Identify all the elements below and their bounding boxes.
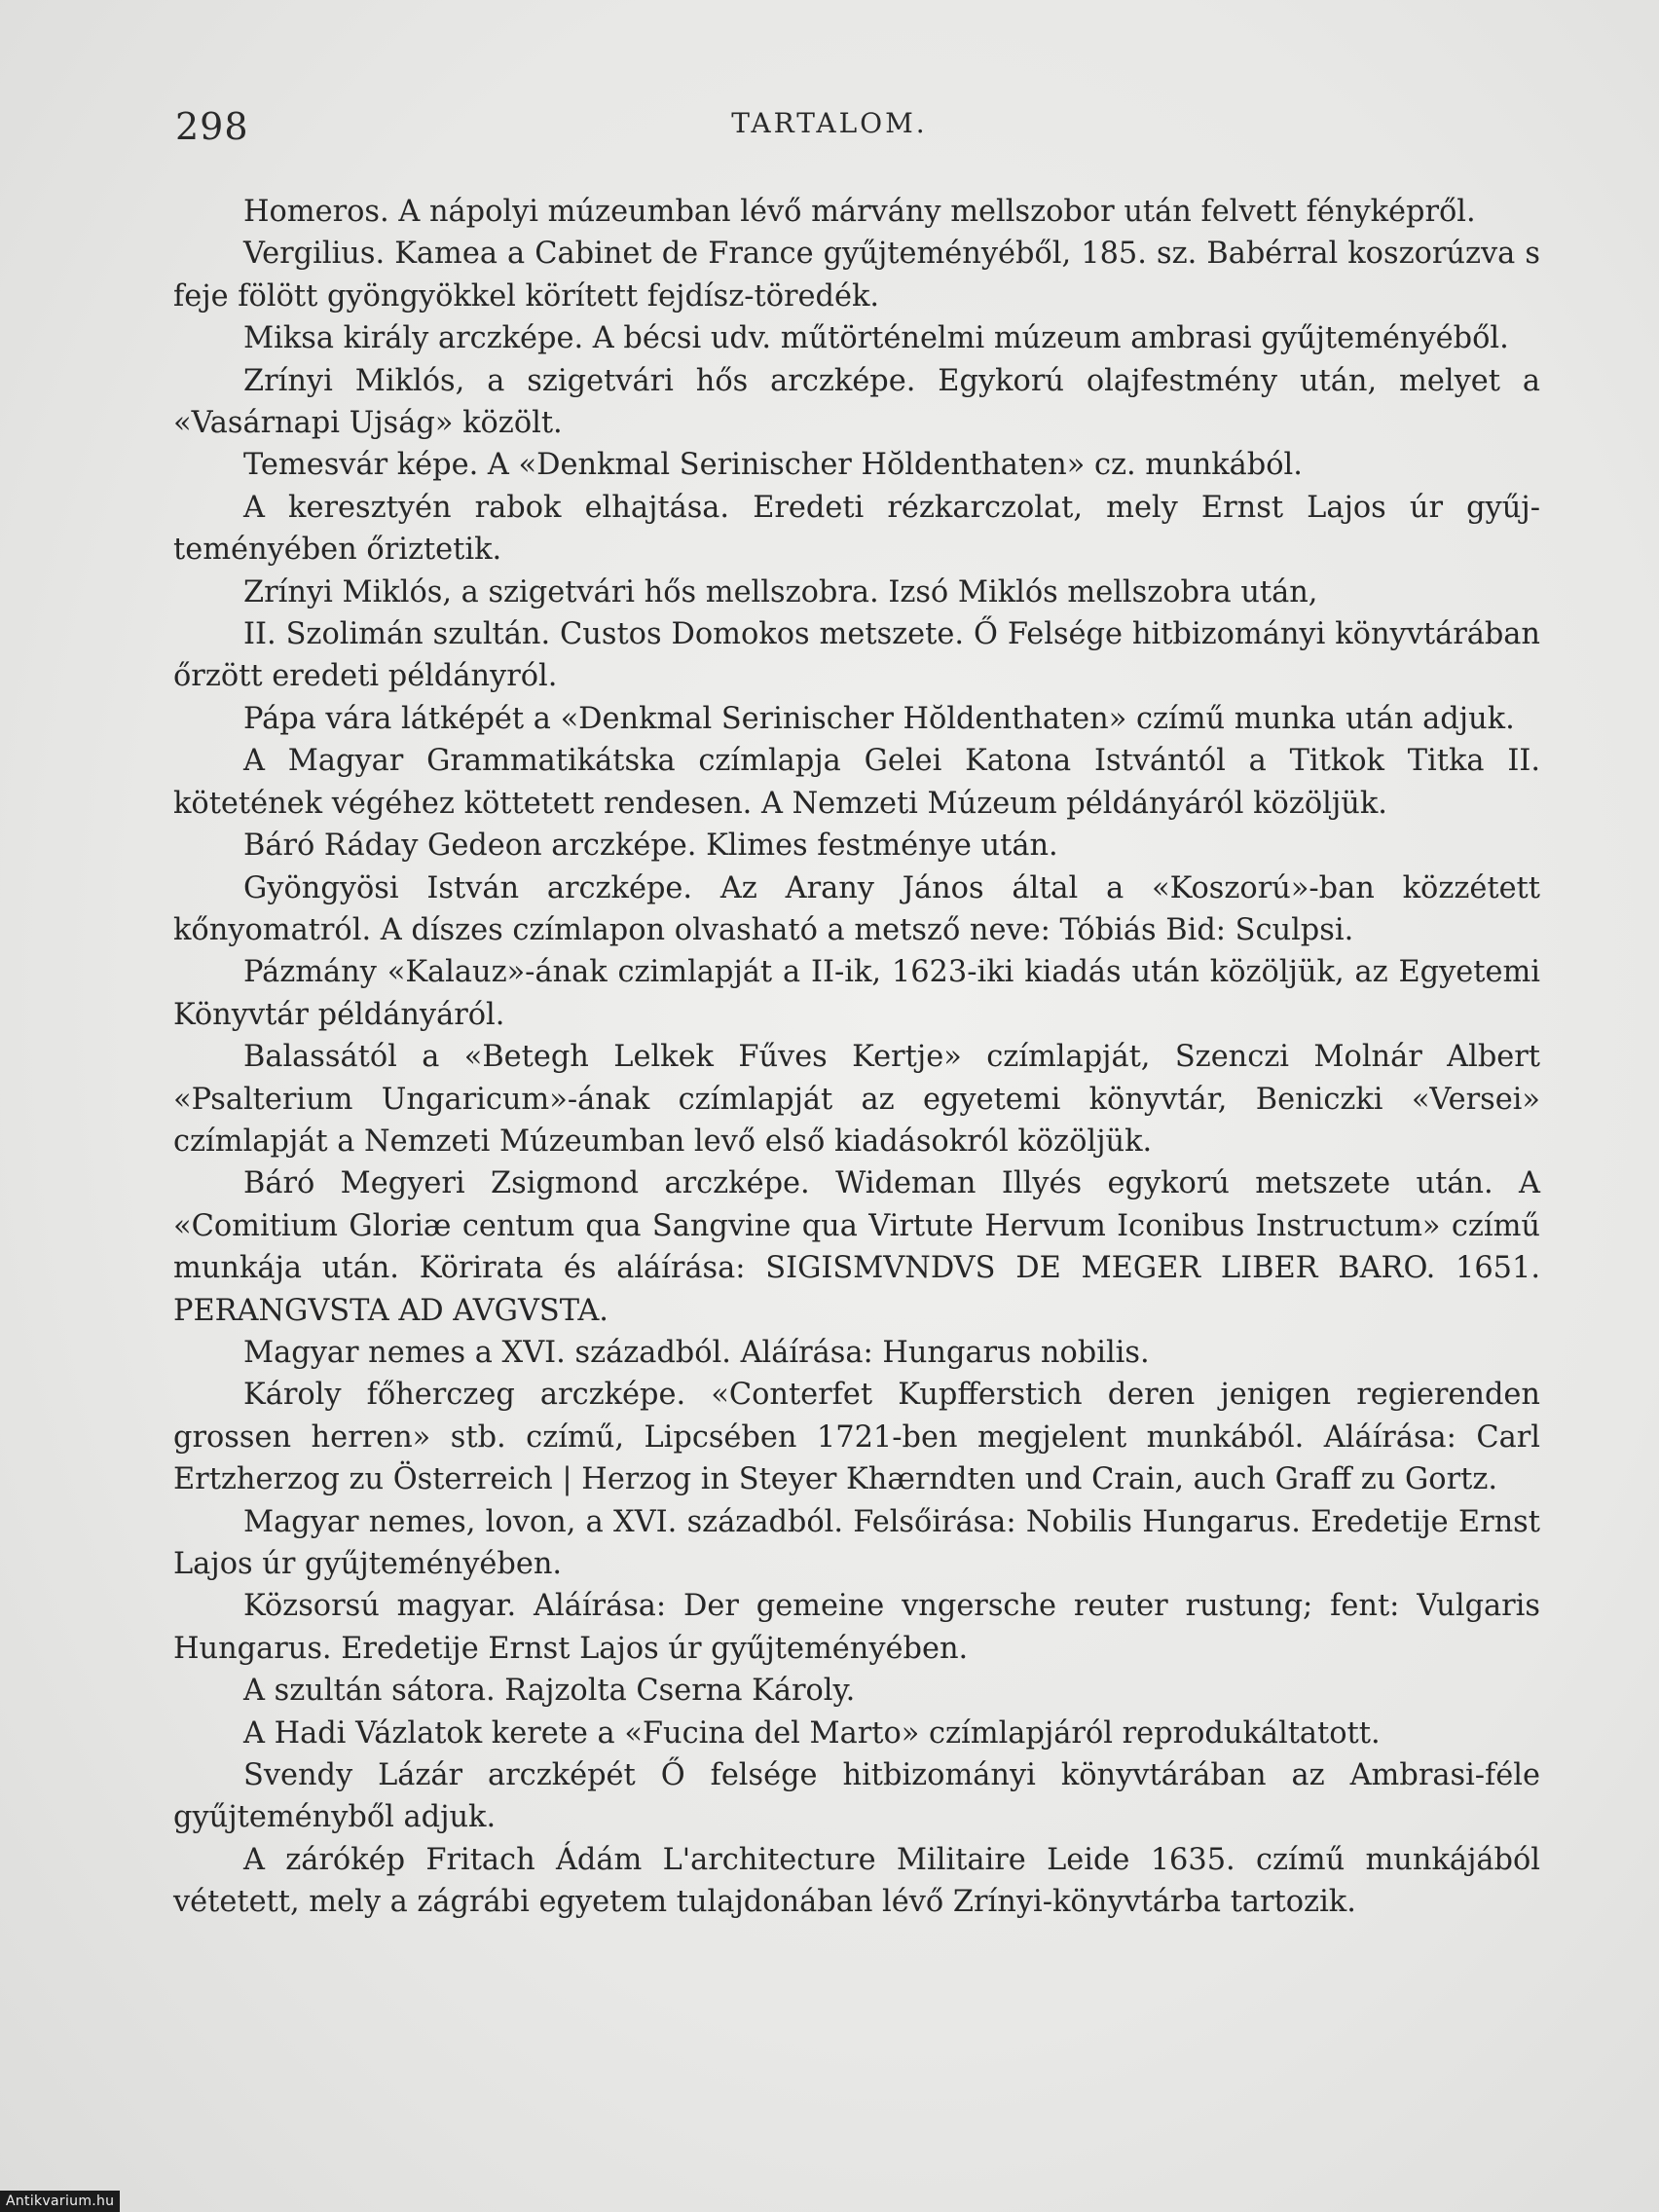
paragraph: Balassától a «Betegh Lelkek Fűves Kertje» czímlapját, Szenczi Molnár Albert «Psalterium Ungaricum»-ának czímlapját az egyetemi könyvtár, Beniczki «Versei» czímlapját a Nemzeti Múzeumban levő első kiadásokról közöljük.: [173, 1040, 1540, 1159]
paragraph: Miksa király arczképe. A bécsi udv. műtörténelmi múzeum ambrasi gyűjteményéből.: [243, 321, 1509, 356]
paragraph: Pázmány «Kalauz»-ának czimlapját a II-ik, 1623-iki kiadás után közöljük, az Egyetemi Könyvtár példányáról.: [173, 955, 1540, 1032]
running-title: TARTALOM.: [731, 107, 928, 139]
paragraph: II. Szolimán szultán. Custos Domokos metszete. Ő Felsége hitbizományi könyvtárában őrzött eredeti példányról.: [173, 617, 1540, 694]
paragraph: A Hadi Vázlatok kerete a «Fucina del Marto» czímlapjáról reprodukáltatott.: [243, 1715, 1381, 1751]
paragraph: A Magyar Grammatikátska czímlapja Gelei Katona Istvántól a Titkok Titka II. kötetének végéhez köttetett rendesen. A Nemzeti Múzeum példányáról közöljük.: [173, 744, 1540, 821]
paragraph: Báró Megyeri Zsigmond arczképe. Wideman Illyés egykorú metszete után. A «Comitium Gloriæ centum qua Sangvine qua Virtute Hervum Iconibus Instructum» czímű munkája után. Körirata és aláírása: SIGISMVNDVS DE MEGER LIBER BARO. 1651. PERANGVSTA AD AVGVSTA.: [173, 1166, 1540, 1328]
paragraph: Zrínyi Miklós, a szigetvári hős arczképe. Egykorú olajfestmény után, melyet a «Vasárnapi Ujság» közölt.: [173, 363, 1540, 441]
paragraph: Zrínyi Miklós, a szigetvári hős mellszobra. Izsó Miklós mellszobra után,: [243, 574, 1318, 609]
paragraph: Svendy Lázár arczképét Ő felsége hitbizományi könyvtárában az Ambrasi-féle gyűjteményből adjuk.: [173, 1758, 1540, 1835]
paragraph: Temesvár képe. A «Denkmal Serinischer Hŏldenthaten» cz. munkából.: [243, 448, 1303, 483]
paragraph: A zárókép Fritach Ádám L'architecture Militaire Leide 1635. czímű munkájából vétetett, mely a zágrábi egyetem tulajdonában lévő Zrínyi-könyvtárba tartozik.: [173, 1842, 1540, 1920]
paragraph: Vergilius. Kamea a Cabinet de France gyűjteményéből, 185. sz. Babérral koszorúzva s feje fölött gyöngyökkel körített fejdísz-töredék.: [173, 237, 1540, 313]
page-number: 298: [175, 105, 249, 148]
paragraph: Gyöngyösi István arczképe. Az Arany János által a «Koszorú»-ban közzétett kőnyomatról. A díszes czímlapon olvasható a metsző neve: Tóbiás Bid: Sculpsi.: [173, 870, 1540, 947]
watermark-label: Antikvarium.hu: [0, 2191, 120, 2212]
paragraph: Magyar nemes, lovon, a XVI. századból. Felsőirása: Nobilis Hungarus. Eredetije Ernst Lajos úr gyűjteményében.: [173, 1504, 1540, 1581]
paragraph: Magyar nemes a XVI. századból. Aláírása: Hungarus nobilis.: [243, 1335, 1150, 1370]
paragraph: A keresztyén rabok elhajtása. Eredeti rézkarczolat, mely Ernst Lajos úr gyűjteményében őriztetik.: [173, 490, 1540, 568]
paragraph: Pápa vára látképét a «Denkmal Serinischer Hŏldenthaten» czímű munka után adjuk.: [243, 701, 1515, 736]
paragraph: Homeros. A nápolyi múzeumban lévő márvány mellszobor után felvett fényképről.: [243, 195, 1476, 229]
paragraph: A szultán sátora. Rajzolta Cserna Károly.: [243, 1674, 856, 1709]
table-of-contents-body: [173, 191, 1540, 1924]
paragraph: Báró Ráday Gedeon arczképe. Klimes festménye után.: [243, 829, 1058, 864]
paragraph: Közsorsú magyar. Aláírása: Der gemeine vngersche reuter rustung; fent: Vulgaris Hungarus. Eredetije Ernst Lajos úr gyűjteményében.: [173, 1589, 1540, 1666]
paragraph: Károly főherczeg arczképe. «Conterfet Kupfferstich deren jenigen regierenden grossen herren» stb. czímű, Lipcsében 1721-ben megjelent munkából. Aláírása: Carl Ertzherzog zu Österreich | Herzog in Steyer Khærndten und Crain, auch Graff zu Gortz.: [173, 1378, 1540, 1497]
